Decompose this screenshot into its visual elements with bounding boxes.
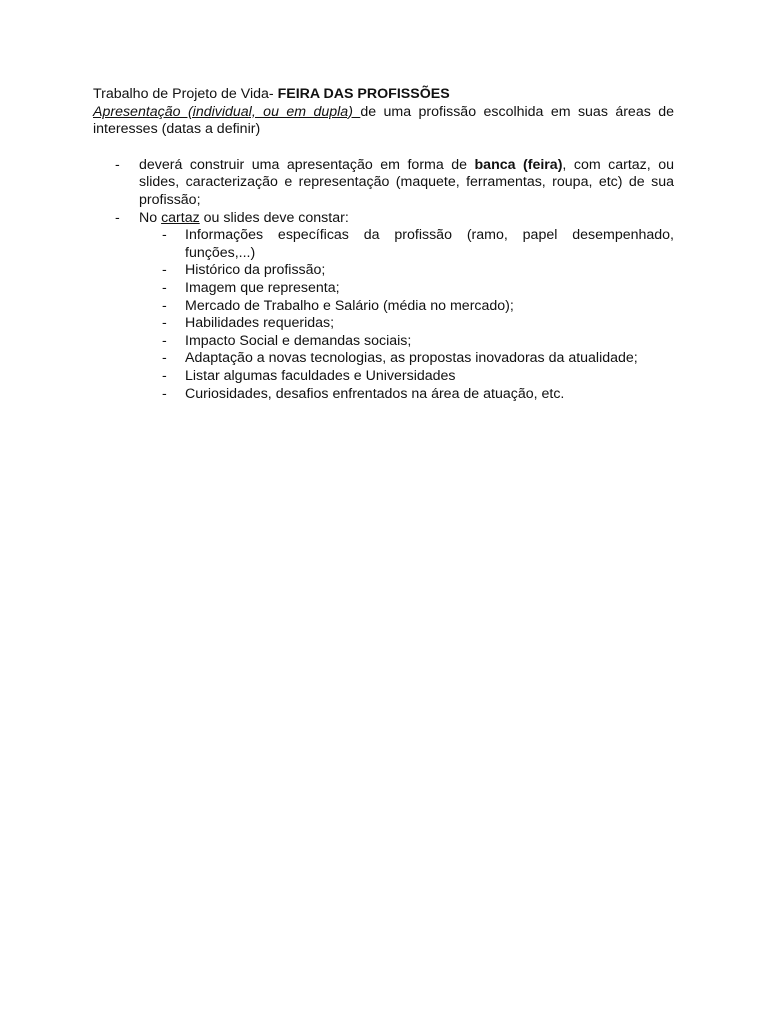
sub-item-text: Histórico da profissão; [185,262,326,279]
dash-marker: - [115,209,120,226]
sub-list [139,227,674,403]
dash-marker: - [162,367,167,384]
item1-after: , com cartaz, ou slides, caracterização e representação (maquete, ferramentas, roupa, etc) de sua profissão; [139,156,674,208]
main-list [93,157,674,403]
title-bold: FEIRA DAS PROFISSÕES [277,86,450,102]
dash-marker: - [162,332,167,349]
sub-list-item [139,350,674,368]
spacer [93,139,674,157]
dash-marker: - [162,385,167,402]
item1-before: deverá construir uma apresentação em forma de [139,156,475,173]
sub-item-text: Mercado de Trabalho e Salário (média no mercado); [185,297,514,314]
sub-list-item [139,315,674,333]
intro-rest: de uma profissão escolhida em suas áreas de interesses (datas a definir) [93,103,674,138]
sub-list-item [139,368,674,386]
sub-item-text: Informações específicas da profissão (ramo, papel desempenhado, funções,...) [185,227,674,261]
document-title [93,86,674,104]
item2-underlined: cartaz [161,209,200,226]
dash-marker: - [162,315,167,332]
sub-list-item [139,298,674,316]
sub-list-item [139,280,674,298]
sub-list-item [139,333,674,351]
dash-marker: - [162,297,167,314]
dash-marker: - [162,227,167,244]
list-item [93,157,674,210]
sub-item-text: Habilidades requeridas; [185,315,335,332]
intro-italic: Apresentação (individual, ou em dupla) [93,103,361,120]
sub-item-text: Imagem que representa; [185,279,340,296]
item2-before: No [139,209,162,226]
sub-item-text: Listar algumas faculdades e Universidades [185,367,456,384]
item2-after: ou slides deve constar: [199,209,349,226]
sub-item-text: Impacto Social e demandas sociais; [185,332,412,349]
title-prefix: Trabalho de Projeto de Vida- [93,86,278,102]
dash-marker: - [115,156,120,173]
sub-item-text: Adaptação a novas tecnologias, as propostas inovadoras da atualidade; [185,350,638,367]
dash-marker: - [162,262,167,279]
sub-list-item [139,386,674,404]
dash-marker: - [162,279,167,296]
list-item [93,210,674,404]
intro-paragraph [93,104,674,139]
document-page [93,86,674,403]
sub-list-item [139,262,674,280]
item1-bold: banca (feira) [474,156,563,173]
sub-item-text: Curiosidades, desafios enfrentados na área de atuação, etc. [185,385,565,402]
dash-marker: - [162,350,167,367]
sub-list-item [139,227,674,262]
